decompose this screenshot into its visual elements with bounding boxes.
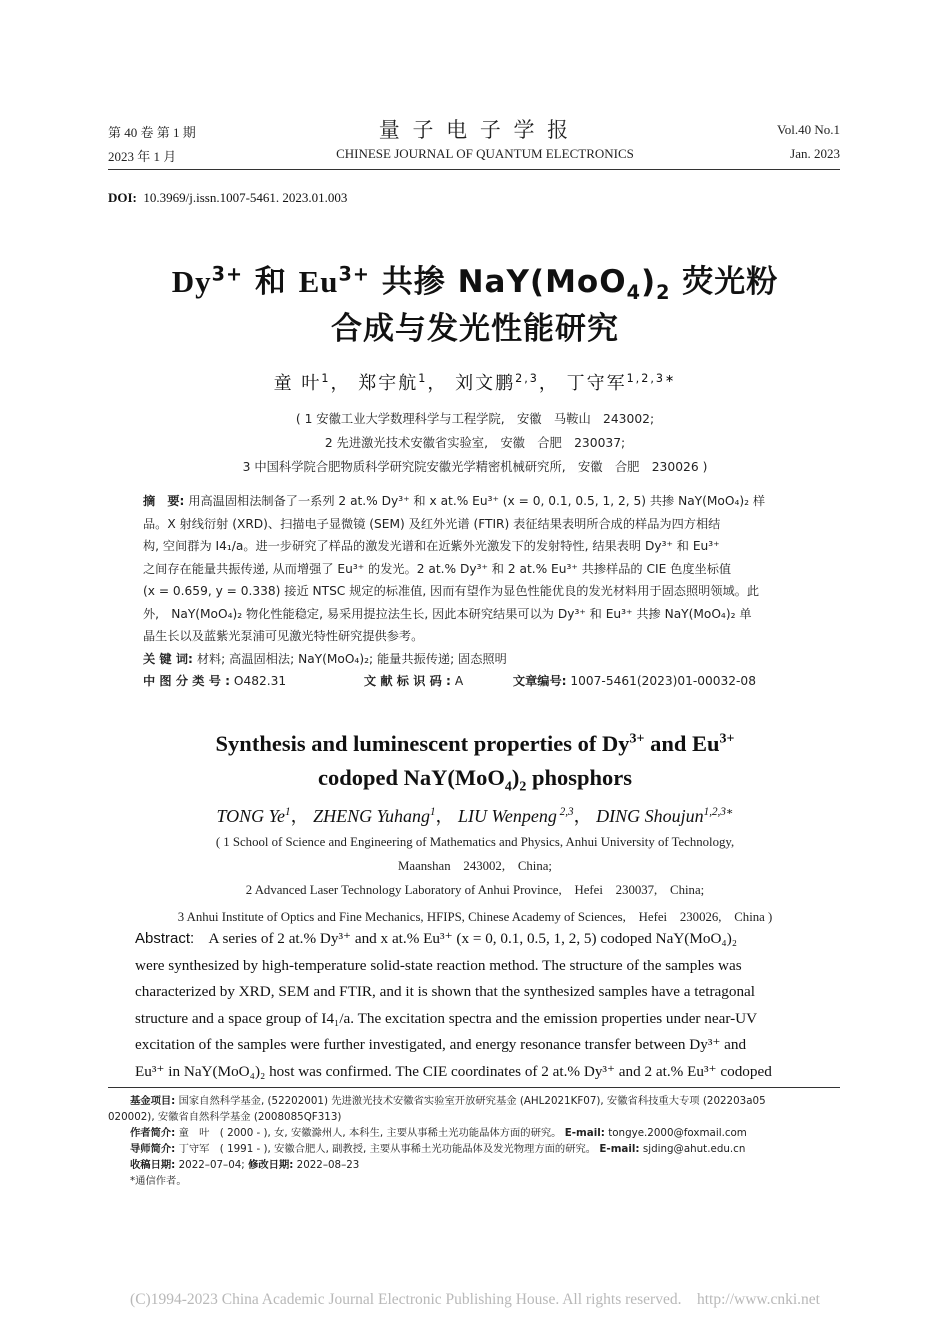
author-cn-3-sup: 2,3 bbox=[515, 372, 539, 385]
issue-cn: 第 40 卷 第 1 期 bbox=[108, 125, 196, 140]
advisor-email: sjding@ahut.edu.cn bbox=[642, 1143, 746, 1155]
title-cn-line2: 合成与发光性能研究 bbox=[331, 311, 619, 347]
abstract-en-line: characterized by XRD, SEM and FTIR, and it is shown that the synthesized samples have a tetragonal bbox=[135, 983, 755, 1000]
doi-line bbox=[108, 190, 347, 206]
revised-label: 修改日期: bbox=[248, 1159, 294, 1171]
received-label: 收稿日期: bbox=[130, 1159, 176, 1171]
fund-value-2: 020002), 安徽省自然科学基金 (2008085QF313) bbox=[108, 1111, 342, 1123]
title-and: 和 bbox=[243, 264, 299, 300]
title-dy-charge: 3+ bbox=[211, 262, 244, 286]
abstract-en-label: Abstract: bbox=[135, 930, 195, 947]
advisor-label: 导师简介: bbox=[130, 1143, 176, 1155]
abstract-cn-line: 用高温固相法制备了一系列 2 at.% Dy³⁺ 和 x at.% Eu³⁺ (x = 0, 0.1, 0.5, 1, 2, 5) 共掺 NaY(MoO₄)₂ 样 bbox=[188, 494, 766, 508]
affiliation-cn-1: ( 1 安徽工业大学数理科学与工程学院, 安徽 马鞍山 243002; bbox=[295, 412, 655, 426]
corresponding-note: *通信作者。 bbox=[130, 1175, 187, 1187]
revised-value: 2022–08–23 bbox=[296, 1159, 360, 1171]
title-en-part: Synthesis and luminescent properties of Dy bbox=[215, 731, 630, 756]
abstract-en-line: A series of 2 at.% Dy³⁺ and x at.% Eu³⁺ (x = 0, 0.1, 0.5, 1, 2, 5) codoped NaY(MoO₄)₂ bbox=[208, 930, 738, 947]
authors-cn bbox=[0, 369, 950, 395]
date-cn: 2023 年 1 月 bbox=[108, 149, 177, 164]
author-cn-1-sup: 1 bbox=[321, 372, 331, 385]
author-value: 童 叶 ( 2000 - ), 女, 安徽滁州人, 本科生, 主要从事稀土光功能晶体方面的研究。 bbox=[178, 1127, 562, 1139]
title-en-part: and Eu bbox=[644, 731, 720, 756]
author-cn-3: 刘文鹏 bbox=[455, 373, 516, 394]
title-en-part: codoped NaY(MoO bbox=[318, 765, 505, 790]
author-sep: ， bbox=[427, 373, 448, 394]
doc-code-value: A bbox=[454, 674, 464, 688]
author-sep: ， bbox=[538, 373, 559, 394]
title-sub4: 4 bbox=[626, 281, 641, 305]
article-no-label: 文章编号: bbox=[512, 674, 567, 688]
author-sep: ， bbox=[435, 806, 454, 826]
title-paren: ) bbox=[640, 264, 657, 300]
abstract-cn-line: 构, 空间群为 I4₁/a。进一步研究了样品的激发光谱和在近紫外光激发下的发射特性, 结果表明 Dy³⁺ 和 Eu³⁺ bbox=[143, 539, 720, 553]
abstract-en bbox=[135, 926, 815, 1085]
affiliation-cn-2: 2 先进激光技术安徽省实验室, 安徽 合肥 230037; bbox=[324, 436, 626, 450]
affiliations-cn bbox=[0, 407, 950, 479]
abstract-en-line: were synthesized by high-temperature solid-state reaction method. The structure of the samples was bbox=[135, 956, 742, 974]
doi-label: DOI: bbox=[108, 190, 137, 205]
title-en-line1 bbox=[0, 727, 950, 761]
affiliation-en-1: ( 1 School of Science and Engineering of Mathematics and Physics, Anhui University of Technology, bbox=[215, 835, 735, 849]
author-email: tongye.2000@foxmail.com bbox=[608, 1127, 747, 1139]
abstract-cn-line: 品。X 射线衍射 (XRD)、扫描电子显微镜 (SEM) 及红外光谱 (FTIR) 表征结果表明所合成的样品为四方相结 bbox=[143, 516, 721, 531]
doc-code-label: 文 献 标 识 码 : bbox=[363, 674, 451, 688]
journal-title-en: CHINESE JOURNAL OF QUANTUM ELECTRONICS bbox=[336, 146, 634, 161]
affiliation-en-3: 3 Anhui Institute of Optics and Fine Mechanics, HFIPS, Chinese Academy of Sciences, Hefei 230026, China ) bbox=[177, 910, 773, 924]
received-value: 2022–07–04; bbox=[178, 1159, 245, 1171]
affiliation-cn-3: 3 中国科学院合肥物质科学研究院安徽光学精密机械研究所, 安徽 合肥 230026 ) bbox=[242, 460, 708, 474]
author-en-3-sup: 2,3 bbox=[556, 806, 574, 818]
author-cn-1: 童 叶 bbox=[273, 373, 322, 394]
title-en-sub: 2 bbox=[519, 779, 527, 795]
title-en-part: ) bbox=[511, 765, 520, 790]
author-email-label: E-mail: bbox=[564, 1127, 605, 1139]
title-dy: Dy bbox=[171, 264, 212, 299]
volume-en: Vol.40 No.1 bbox=[777, 122, 840, 137]
abstract-cn-line: 之间存在能量共振传递, 从而增强了 Eu³⁺ 的发光。2 at.% Dy³⁺ 和 2 at.% Eu³⁺ 共掺样品的 CIE 色度坐标值 bbox=[143, 561, 732, 576]
author-cn-2-sup: 1 bbox=[418, 372, 428, 385]
fund-value: 国家自然科学基金, (52202001) 先进激光技术安徽省实验室开放研究基金 (AHL2021KF07), 安徽省科技重大专项 (202203a05 bbox=[178, 1095, 766, 1107]
author-sep: ， bbox=[330, 373, 351, 394]
author-cn-2: 郑宇航 bbox=[358, 373, 419, 394]
author-sep: ， bbox=[290, 806, 309, 826]
title-cn-line1 bbox=[0, 256, 950, 305]
author-cn-4: 丁守军 bbox=[566, 373, 627, 394]
author-en-2: ZHENG Yuhang bbox=[313, 806, 430, 826]
keywords-cn-label: 关 键 词: bbox=[143, 651, 193, 666]
author-en-4: DING Shoujun bbox=[596, 806, 704, 826]
clc-label: 中 图 分 类 号 : bbox=[143, 674, 231, 688]
abstract-en-line: Eu³⁺ in NaY(MoO₄)₂ host was confirmed. The CIE coordinates of 2 at.% Dy³⁺ and 2 at.% Eu³⁺ codoped bbox=[135, 1062, 772, 1080]
footnote-rule bbox=[108, 1087, 840, 1088]
abstract-cn bbox=[143, 490, 813, 693]
keywords-cn-value: 材料; 高温固相法; NaY(MoO₄)₂; 能量共振传递; 固态照明 bbox=[196, 651, 507, 666]
affiliation-en-2: 2 Advanced Laser Technology Laboratory of Anhui Province, Hefei 230037, China; bbox=[245, 883, 705, 897]
fund-label: 基金项目: bbox=[130, 1095, 176, 1107]
author-en-1: TONG Ye bbox=[216, 806, 286, 826]
title-en-part: phosphors bbox=[526, 765, 632, 790]
copyright-line: (C)1994-2023 China Academic Journal Electronic Publishing House. All rights reserved. http://www.cnki.net bbox=[130, 1291, 820, 1308]
author-en-3: LIU Wenpeng bbox=[458, 806, 557, 826]
author-label: 作者简介: bbox=[130, 1127, 176, 1139]
author-cn-4-sup: 1,2,3∗ bbox=[626, 372, 677, 385]
clc-value: O482.31 bbox=[233, 674, 287, 688]
title-sub2: 2 bbox=[656, 281, 671, 305]
author-en-1-sup: 1 bbox=[285, 806, 291, 818]
journal-title-cn: 量 子 电 子 学 报 bbox=[378, 118, 572, 142]
abstract-cn-line: (x = 0.659, y = 0.338) 接近 NTSC 规定的标准值, 因而有望作为显色性能优良的发光材料用于固态照明领域。此 bbox=[143, 584, 760, 598]
title-eu: Eu bbox=[298, 264, 339, 299]
abstract-cn-label: 摘 要: bbox=[143, 494, 185, 508]
author-en-4-sup: 1,2,3∗ bbox=[703, 806, 734, 818]
advisor-email-label: E-mail: bbox=[599, 1143, 640, 1155]
title-en-sub: 4 bbox=[504, 779, 512, 795]
footnotes bbox=[108, 1093, 843, 1189]
classification-line bbox=[143, 670, 813, 693]
affiliations-en bbox=[0, 830, 950, 929]
authors-en bbox=[0, 802, 950, 828]
author-sep: ， bbox=[573, 806, 592, 826]
title-en bbox=[0, 727, 950, 795]
title-host: 共掺 NaY(MoO bbox=[370, 264, 627, 300]
doi-value: 10.3969/j.issn.1007-5461. 2023.01.003 bbox=[143, 190, 348, 205]
affiliation-en-1b: Maanshan 243002, China; bbox=[398, 859, 552, 873]
abstract-en-line: excitation of the samples were further investigated, and energy resonance transfer between Dy³⁺ and bbox=[135, 1036, 747, 1053]
title-en-sup: 3+ bbox=[629, 731, 645, 747]
title-en-sup: 3+ bbox=[719, 731, 735, 747]
title-en-line2 bbox=[0, 761, 950, 795]
abstract-cn-line: 外, NaY(MoO₄)₂ 物化性能稳定, 易采用提拉法生长, 因此本研究结果可以为 Dy³⁺ 和 Eu³⁺ 共掺 NaY(MoO₄)₂ 单 bbox=[143, 606, 752, 621]
title-phosphor: 荧光粉 bbox=[670, 264, 779, 300]
advisor-value: 丁守军 ( 1991 - ), 安徽合肥人, 副教授, 主要从事稀土光功能晶体及发光物理方面的研究。 bbox=[178, 1143, 597, 1155]
date-en: Jan. 2023 bbox=[790, 146, 840, 161]
abstract-en-line: structure and a space group of I4₁/a. The excitation spectra and the emission properties under near-UV bbox=[135, 1009, 758, 1027]
author-en-2-sup: 1 bbox=[429, 806, 436, 818]
article-no-value: 1007-5461(2023)01-00032-08 bbox=[570, 674, 756, 688]
header-rule bbox=[108, 169, 840, 170]
abstract-cn-line: 晶生长以及蓝紫光泵浦可见激光特性研究提供参考。 bbox=[143, 629, 424, 643]
title-eu-charge: 3+ bbox=[338, 262, 370, 286]
